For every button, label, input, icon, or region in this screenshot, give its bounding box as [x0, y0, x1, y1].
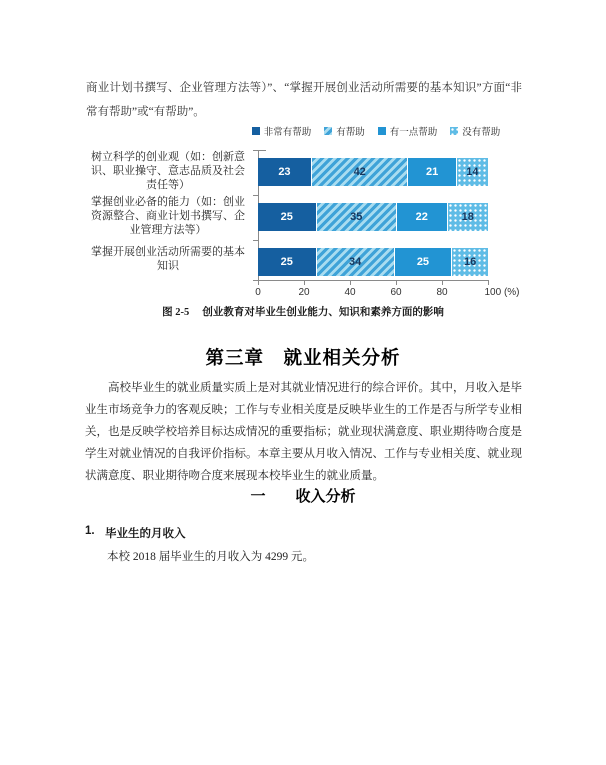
legend-swatch-icon — [252, 127, 260, 135]
x-axis-label: 20 — [298, 287, 310, 298]
x-axis-tick — [488, 281, 489, 285]
item-body-text: 本校 2018 届毕业生的月收入为 4299 元。 — [107, 551, 314, 563]
numbered-item — [85, 525, 186, 541]
legend-item — [324, 124, 365, 138]
y-axis-tick — [258, 150, 266, 151]
legend-label: 没有帮助 — [462, 127, 501, 138]
x-axis-tick — [442, 281, 443, 285]
figure-caption: 图 2-5 创业教育对毕业生创业能力、知识和素养方面的影响 — [162, 307, 444, 318]
bar-row — [258, 203, 488, 231]
bar-segment: 25 — [258, 248, 316, 276]
bar-segment: 22 — [396, 203, 447, 231]
bar-segment: 18 — [447, 203, 488, 231]
y-axis-tick — [253, 240, 258, 241]
legend-label: 有帮助 — [336, 127, 365, 138]
x-axis-label: 80 — [436, 287, 448, 298]
stacked-bar-chart — [86, 118, 520, 308]
bar-row — [258, 248, 488, 276]
section-title: 一 收入分析 — [250, 489, 356, 505]
bar-segment: 16 — [451, 248, 488, 276]
x-axis-tick — [304, 281, 305, 285]
legend-item — [450, 124, 500, 138]
category-label: 掌握创业必备的能力（如：创业资源整合、商业计划书撰写、企业管理方法等） — [91, 196, 245, 236]
legend-label: 有一点帮助 — [389, 127, 438, 138]
x-axis-label: 0 — [255, 287, 261, 298]
bar-segment: 25 — [258, 203, 316, 231]
legend-swatch-icon — [378, 127, 386, 135]
y-axis-tick — [253, 195, 258, 196]
bar-segment: 23 — [258, 158, 311, 186]
legend-swatch-icon — [450, 127, 458, 135]
bar-segment: 35 — [316, 203, 397, 231]
y-axis-tick — [253, 150, 258, 151]
x-axis-label: 40 — [344, 287, 356, 298]
chart-plot-area — [255, 150, 520, 298]
legend-item — [252, 124, 312, 138]
x-axis-tick — [396, 281, 397, 285]
bar-segment: 25 — [394, 248, 452, 276]
item-title: 毕业生的月收入 — [105, 528, 186, 540]
bar-row — [258, 158, 488, 186]
chapter-paragraph: 高校毕业生的就业质量实质上是对其就业情况进行的综合评价。其中，月收入是毕业生市场竞争力的客观反映；工作与专业相关度是反映毕业生的工作是否与所学专业相关，也是反映学校培养目标达成情况的重要指标；就业现状满意度、职业期待吻合度是学生对就业情况的自我评价指标。本章主要从月收入情况、工作与专业相关度、就业现状满意度、职业期待吻合度来展现本校毕业生的就业质量。 — [85, 382, 522, 482]
bar-segment: 34 — [316, 248, 394, 276]
x-axis-line — [258, 280, 489, 281]
legend-label: 非常有帮助 — [263, 127, 312, 138]
intro-paragraph: 商业计划书撰写、企业管理方法等）”、“掌握开展创业活动所需要的基本知识”方面“非常有帮助”或“有帮助”。 — [86, 82, 522, 118]
category-label: 树立科学的创业观（如：创新意识、职业操守、意志品质及社会责任等） — [91, 151, 245, 191]
bar-segment: 21 — [407, 158, 455, 186]
bar-segment: 14 — [456, 158, 488, 186]
legend-item — [378, 124, 438, 138]
bar-segment: 42 — [311, 158, 408, 186]
chart-legend — [231, 124, 521, 138]
item-number: 1. — [85, 525, 95, 537]
chapter-title: 第三章 就业相关分析 — [205, 349, 401, 369]
x-axis-tick — [258, 281, 259, 285]
x-axis-tick — [350, 281, 351, 285]
category-label: 掌握开展创业活动所需要的基本知识 — [91, 246, 245, 272]
x-axis-label: 60 — [390, 287, 402, 298]
x-axis-label: 100 (%) — [484, 287, 520, 298]
legend-swatch-icon — [324, 127, 332, 135]
